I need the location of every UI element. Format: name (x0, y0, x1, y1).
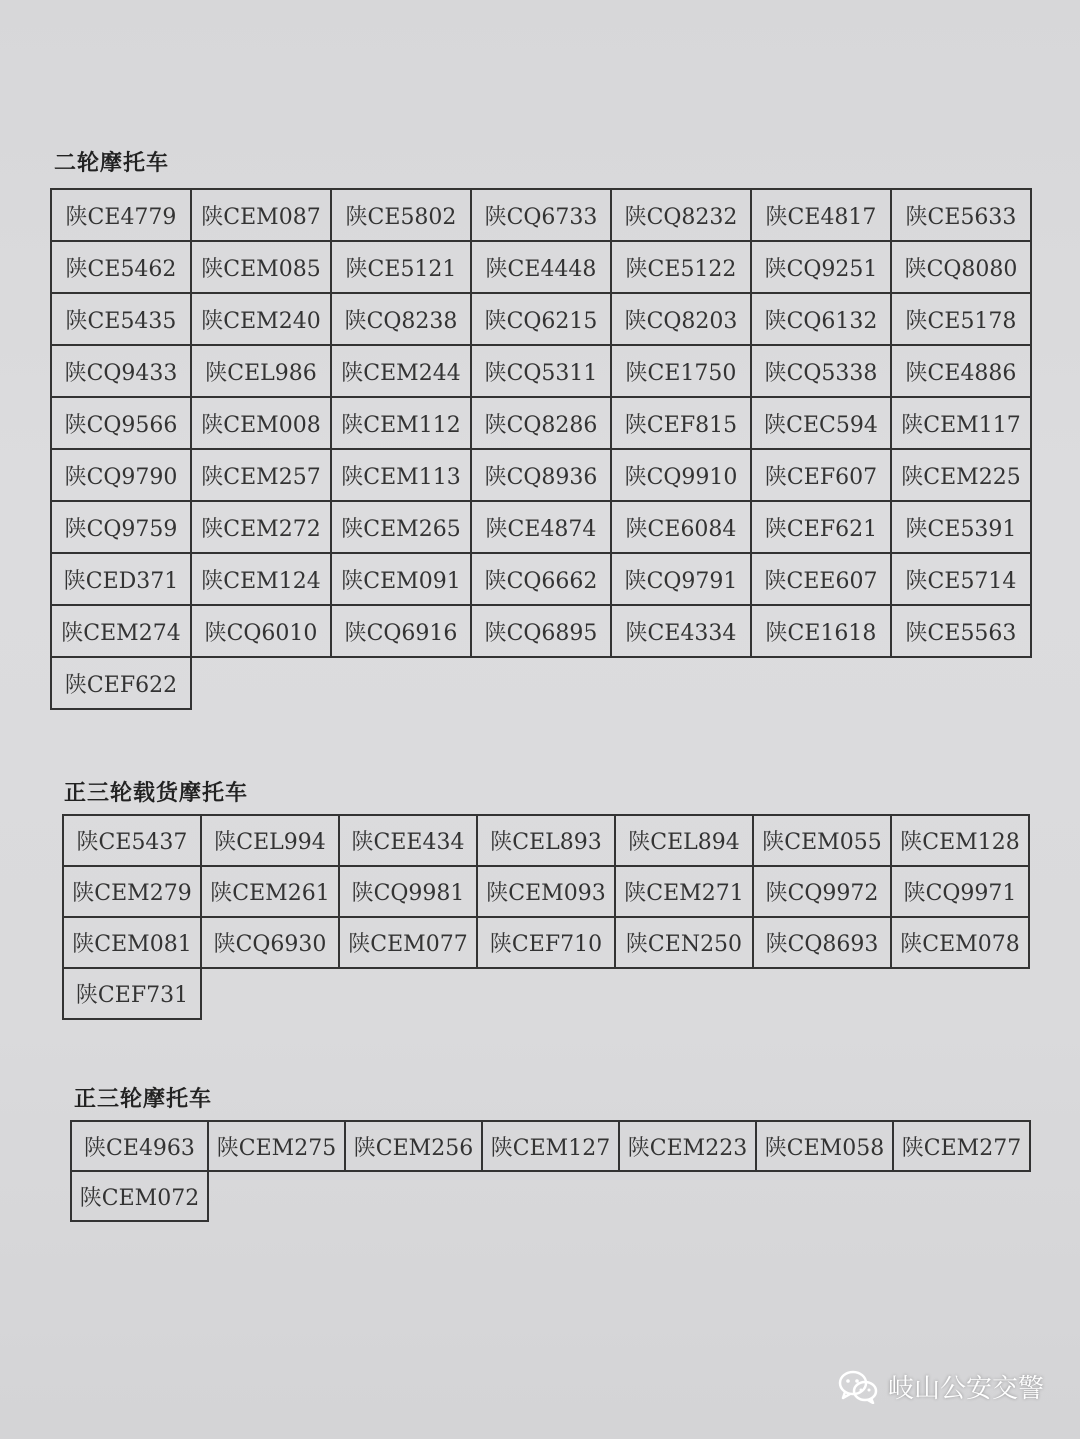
empty-cell (611, 657, 751, 709)
plate-table-three-wheel-cargo (62, 814, 1030, 1020)
plate-cell: 陕CQ8693 (753, 917, 891, 968)
plate-cell: 陕CEM008 (191, 397, 331, 449)
table-row (51, 449, 1031, 501)
plate-cell: 陕CEM124 (191, 553, 331, 605)
empty-cell (471, 657, 611, 709)
plate-cell: 陕CEM078 (891, 917, 1029, 968)
empty-cell (208, 1171, 345, 1221)
section-title-three-wheel: 正三轮摩托车 (74, 1087, 213, 1112)
plate-table-two-wheel (50, 188, 1032, 710)
plate-cell: 陕CQ8080 (891, 241, 1031, 293)
plate-cell: 陕CEM117 (891, 397, 1031, 449)
plate-cell: 陕CEF622 (51, 657, 191, 709)
plate-cell: 陕CQ9251 (751, 241, 891, 293)
plate-cell: 陕CEM279 (63, 866, 201, 917)
table-row (51, 293, 1031, 345)
empty-cell (891, 968, 1029, 1019)
plate-cell: 陕CE5437 (63, 815, 201, 866)
plate-cell: 陕CEF607 (751, 449, 891, 501)
plate-cell: 陕CQ9433 (51, 345, 191, 397)
plate-cell: 陕CEF815 (611, 397, 751, 449)
plate-cell: 陕CEL994 (201, 815, 339, 866)
plate-cell: 陕CEM240 (191, 293, 331, 345)
plate-cell: 陕CE1750 (611, 345, 751, 397)
plate-cell: 陕CEL894 (615, 815, 753, 866)
plate-cell: 陕CQ8936 (471, 449, 611, 501)
table-row (51, 345, 1031, 397)
plate-cell: 陕CEM257 (191, 449, 331, 501)
plate-cell: 陕CEN250 (615, 917, 753, 968)
section-title-two-wheel: 二轮摩托车 (54, 151, 170, 176)
watermark (838, 1368, 1044, 1405)
plate-cell: 陕CEL893 (477, 815, 615, 866)
plate-cell: 陕CEM275 (208, 1121, 345, 1171)
plate-cell: 陕CED371 (51, 553, 191, 605)
plate-cell: 陕CEM055 (753, 815, 891, 866)
plate-cell: 陕CEE434 (339, 815, 477, 866)
plate-cell: 陕CE5563 (891, 605, 1031, 657)
plate-cell: 陕CEM077 (339, 917, 477, 968)
plate-cell: 陕CE5714 (891, 553, 1031, 605)
empty-cell (615, 968, 753, 1019)
plate-cell: 陕CE4779 (51, 189, 191, 241)
plate-cell: 陕CQ8286 (471, 397, 611, 449)
plate-cell: 陕CQ6930 (201, 917, 339, 968)
table-row (51, 501, 1031, 553)
table-row (63, 917, 1029, 968)
table-row (63, 815, 1029, 866)
plate-cell: 陕CEM081 (63, 917, 201, 968)
plate-cell: 陕CEM225 (891, 449, 1031, 501)
plate-cell: 陕CQ8232 (611, 189, 751, 241)
plate-cell: 陕CQ9981 (339, 866, 477, 917)
plate-cell: 陕CEM093 (477, 866, 615, 917)
table-row (51, 553, 1031, 605)
table-row (71, 1121, 1030, 1171)
plate-cell: 陕CEM085 (191, 241, 331, 293)
plate-cell: 陕CEL986 (191, 345, 331, 397)
empty-cell (891, 657, 1031, 709)
plate-cell: 陕CEM265 (331, 501, 471, 553)
plate-cell: 陕CEM272 (191, 501, 331, 553)
plate-cell: 陕CEM277 (893, 1121, 1030, 1171)
plate-cell: 陕CEM261 (201, 866, 339, 917)
plate-cell: 陕CQ6662 (471, 553, 611, 605)
empty-cell (753, 968, 891, 1019)
empty-cell (751, 657, 891, 709)
plate-cell: 陕CE6084 (611, 501, 751, 553)
table-row (51, 241, 1031, 293)
plate-cell: 陕CE1618 (751, 605, 891, 657)
plate-cell: 陕CE5121 (331, 241, 471, 293)
plate-cell: 陕CEE607 (751, 553, 891, 605)
empty-cell (482, 1171, 619, 1221)
table-row (51, 605, 1031, 657)
plate-cell: 陕CEM058 (756, 1121, 893, 1171)
plate-cell: 陕CQ9791 (611, 553, 751, 605)
section-title-three-wheel-cargo: 正三轮载货摩托车 (64, 781, 249, 806)
table-row (51, 657, 1031, 709)
plate-cell: 陕CEM256 (345, 1121, 482, 1171)
empty-cell (619, 1171, 756, 1221)
empty-cell (477, 968, 615, 1019)
plate-cell: 陕CQ6132 (751, 293, 891, 345)
plate-cell: 陕CQ9790 (51, 449, 191, 501)
plate-cell: 陕CE5802 (331, 189, 471, 241)
plate-cell: 陕CQ6916 (331, 605, 471, 657)
empty-cell (893, 1171, 1030, 1221)
plate-cell: 陕CEM223 (619, 1121, 756, 1171)
plate-cell: 陕CQ8238 (331, 293, 471, 345)
plate-cell: 陕CEC594 (751, 397, 891, 449)
plate-cell: 陕CE5178 (891, 293, 1031, 345)
plate-cell: 陕CEM087 (191, 189, 331, 241)
plate-cell: 陕CQ9566 (51, 397, 191, 449)
table-row (51, 397, 1031, 449)
plate-cell: 陕CEM091 (331, 553, 471, 605)
plate-cell: 陕CEM274 (51, 605, 191, 657)
empty-cell (201, 968, 339, 1019)
empty-cell (345, 1171, 482, 1221)
table-row (51, 189, 1031, 241)
plate-cell: 陕CE5633 (891, 189, 1031, 241)
plate-cell: 陕CEM127 (482, 1121, 619, 1171)
plate-cell: 陕CE5462 (51, 241, 191, 293)
empty-cell (191, 657, 331, 709)
plate-cell: 陕CEM113 (331, 449, 471, 501)
table-row (63, 968, 1029, 1019)
empty-cell (756, 1171, 893, 1221)
plate-cell: 陕CQ5311 (471, 345, 611, 397)
table-row (63, 866, 1029, 917)
plate-cell: 陕CE4886 (891, 345, 1031, 397)
plate-cell: 陕CQ8203 (611, 293, 751, 345)
plate-cell: 陕CE5391 (891, 501, 1031, 553)
plate-cell: 陕CE5122 (611, 241, 751, 293)
plate-cell: 陕CE4334 (611, 605, 751, 657)
plate-cell: 陕CE4448 (471, 241, 611, 293)
plate-cell: 陕CQ6895 (471, 605, 611, 657)
plate-cell: 陕CQ6010 (191, 605, 331, 657)
plate-cell: 陕CEF710 (477, 917, 615, 968)
plate-cell: 陕CQ6733 (471, 189, 611, 241)
table-row (71, 1171, 1030, 1221)
wechat-icon (838, 1370, 878, 1404)
plate-cell: 陕CEM271 (615, 866, 753, 917)
plate-cell: 陕CQ6215 (471, 293, 611, 345)
plate-cell: 陕CE5435 (51, 293, 191, 345)
plate-cell: 陕CQ9971 (891, 866, 1029, 917)
plate-cell: 陕CE4817 (751, 189, 891, 241)
plate-cell: 陕CEM072 (71, 1171, 208, 1221)
plate-table-three-wheel (70, 1120, 1031, 1222)
empty-cell (331, 657, 471, 709)
plate-cell: 陕CQ9759 (51, 501, 191, 553)
empty-cell (339, 968, 477, 1019)
plate-cell: 陕CEF621 (751, 501, 891, 553)
plate-cell: 陕CQ5338 (751, 345, 891, 397)
plate-cell: 陕CEM112 (331, 397, 471, 449)
plate-cell: 陕CQ9910 (611, 449, 751, 501)
plate-cell: 陕CEM244 (331, 345, 471, 397)
plate-cell: 陕CEM128 (891, 815, 1029, 866)
plate-cell: 陕CEF731 (63, 968, 201, 1019)
plate-cell: 陕CE4874 (471, 501, 611, 553)
watermark-text: 岐山公安交警 (887, 1374, 1044, 1404)
plate-cell: 陕CE4963 (71, 1121, 208, 1171)
plate-cell: 陕CQ9972 (753, 866, 891, 917)
